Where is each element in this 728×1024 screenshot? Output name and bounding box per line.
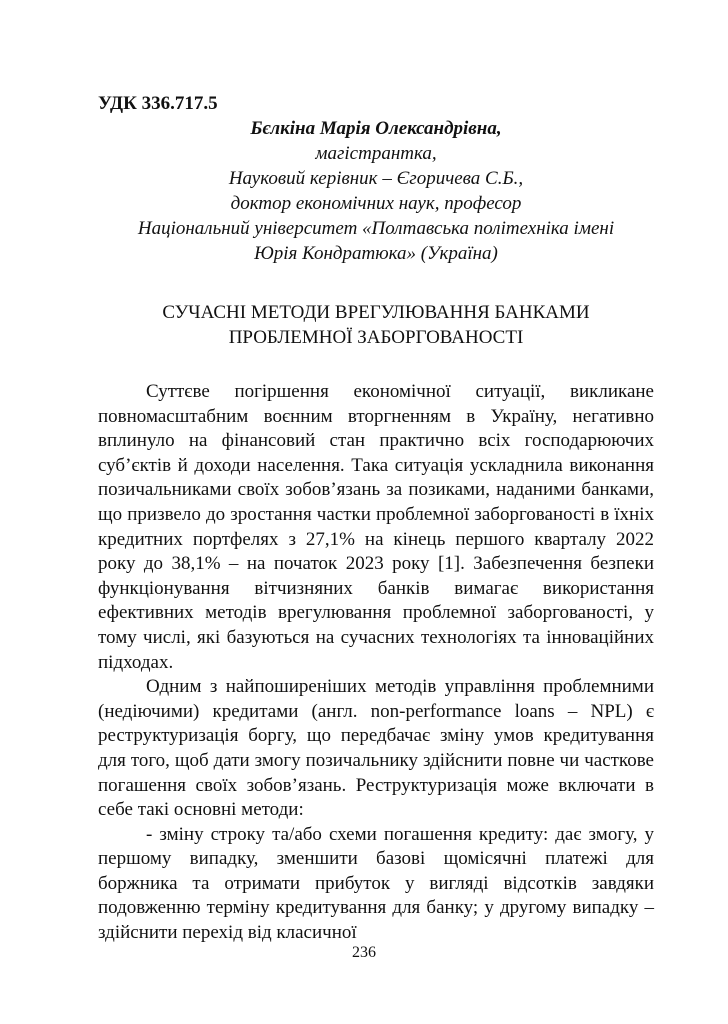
university-line-2: Юрія Кондратюка» (Україна) xyxy=(254,243,498,264)
paragraph: Одним з найпоширеніших методів управління проблемними (недіючими) кредитами (англ. non-performance loans – NPL) є реструктуризація боргу, що передбачає зміну умов кредитування для того, щоб дати змогу позичальнику здійснити повне чи часткове погашення своїх зобов’язань. Реструктуризація може включати в себе такі основні методи: xyxy=(98,676,654,821)
article-title xyxy=(98,300,654,350)
paragraph: Суттєве погіршення економічної ситуації, викликане повномасштабним воєнним вторгненням в Україну, негативно вплинуло на фінансовий стан практично всіх господарюючих суб’єктів й доходи населення. Така ситуація ускладнила виконання позичальниками своїх зобов’язань за позиками, наданими банками, що призвело до зростання частки проблемної заборгованості в їхніх кредитних портфелях з 27,1% на кінець першого кварталу 2022 року до 38,1% – на початок 2023 року [1]. Забезпечення безпеки функціонування вітчизняних банків вимагає використання ефективних методів врегулювання проблемної заборгованості, у тому числі, які базуються на сучасних технологіях та інноваційних підходах. xyxy=(98,381,654,673)
title-line-1: СУЧАСНІ МЕТОДИ ВРЕГУЛЮВАННЯ БАНКАМИ xyxy=(162,302,590,323)
university-line-1: Національний університет «Полтавська політехніка імені xyxy=(137,218,615,239)
supervisor: Науковий керівник – Єгоричева С.Б., xyxy=(228,168,524,189)
author-status: магістрантка, xyxy=(315,143,437,164)
title-line-2: ПРОБЛЕМНОЇ ЗАБОРГОВАНОСТІ xyxy=(228,327,524,348)
author-name: Бєлкіна Марія Олександрівна, xyxy=(250,118,502,139)
article-page xyxy=(98,92,654,946)
supervisor-degree: доктор економічних наук, професор xyxy=(230,193,522,214)
list-item: - зміну строку та/або схеми погашення кредиту: дає змогу, у першому випадку, зменшити базові щомісячні платежі для боржника та отримати прибуток у вигляді відсотків завдяки подовженню терміну кредитування для банку; у другому випадку – здійснити перехід від класичної xyxy=(98,823,654,944)
page-number: 236 xyxy=(352,944,376,961)
udk-code: УДК 336.717.5 xyxy=(98,93,218,114)
author-block xyxy=(98,116,654,266)
